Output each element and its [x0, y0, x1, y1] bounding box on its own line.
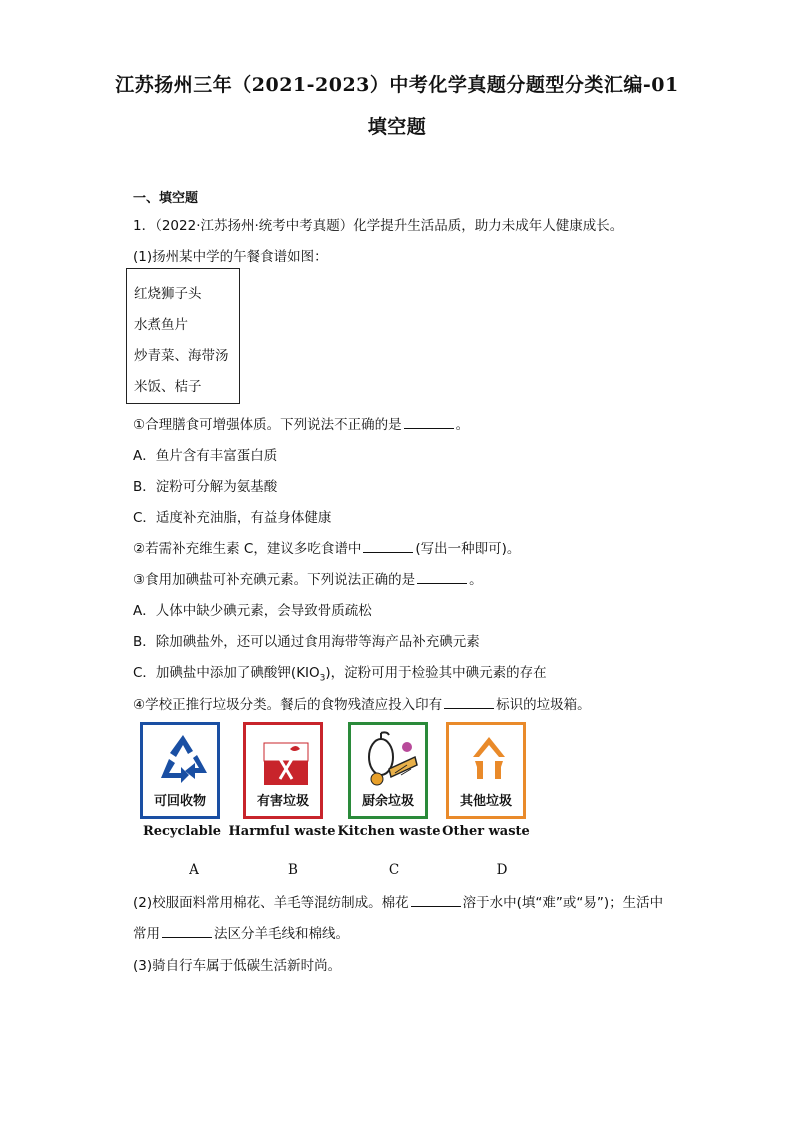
option-letter: A [189, 862, 199, 878]
other-bin [446, 722, 526, 819]
question-1a [133, 413, 469, 433]
bin-caption: Kitchen waste [337, 824, 441, 839]
bin-caption: Other waste [442, 824, 530, 839]
bin-label: 厨余垃圾 [361, 794, 414, 809]
option-a: A．鱼片含有丰富蛋白质 [133, 448, 278, 464]
subscript: 3 [319, 673, 326, 684]
document-title-line2: 填空题 [367, 116, 427, 138]
part2-line2 [133, 922, 349, 942]
bin-label: 有害垃圾 [256, 794, 309, 809]
answer-blank [363, 540, 413, 553]
question-1c-text: ③食用加碘盐可补充碘元素。下列说法正确的是 [133, 572, 416, 588]
menu-item: 水煮鱼片 [134, 317, 188, 333]
option-letter: C [388, 862, 400, 878]
question-1c-end: 。 [469, 572, 483, 588]
option-letter: B [288, 862, 298, 878]
lunch-menu-box [126, 268, 240, 404]
question-1d-text: ④学校正推行垃圾分类。餐后的食物残渣应投入印有 [133, 697, 443, 713]
answer-blank [417, 571, 467, 584]
question-1d-end: 标识的垃圾箱。 [496, 697, 591, 713]
answer-blank [411, 894, 461, 907]
answer-blank [162, 925, 212, 938]
bin-label: 可回收物 [153, 794, 206, 809]
question-1a-end: 。 [455, 417, 470, 433]
question-1c [133, 568, 483, 588]
question-1d [133, 693, 591, 713]
recycle-icon [147, 729, 213, 791]
part2-line1 [133, 891, 663, 911]
question-intro: 1．（2022·江苏扬州·统考中考真题）化学提升生活品质，助力未成年人健康成长。 [133, 218, 624, 234]
part2-text-b: 溶于水中(填“难”或“易”)；生活中 [462, 895, 664, 911]
part2-text-d: 法区分羊毛线和棉线。 [214, 926, 349, 942]
bin-label: 其他垃圾 [459, 794, 512, 809]
option-b: B．除加碘盐外，还可以通过食用海带等海产品补充碘元素 [133, 634, 480, 650]
part2-text-c: 常用 [133, 926, 160, 942]
harmful-bin [243, 722, 323, 819]
kitchen-bin [348, 722, 428, 819]
option-c-post: )，淀粉可用于检验其中碘元素的存在 [325, 665, 547, 681]
section-heading: 一、填空题 [133, 191, 199, 206]
option-c: C．适度补充油脂，有益身体健康 [133, 510, 332, 526]
bin-caption: Harmful waste [228, 824, 336, 839]
bin-caption: Recyclable [142, 824, 222, 839]
harmful-icon [250, 729, 316, 791]
recyclable-bin [140, 722, 220, 819]
question-1b [133, 537, 520, 557]
part3-text: (3)骑自行车属于低碳生活新时尚。 [133, 958, 342, 974]
option-letter: D [496, 862, 508, 878]
option-c [133, 661, 547, 684]
part2-text-a: (2)校服面料常用棉花、羊毛等混纺制成。棉花 [133, 895, 409, 911]
option-a: A．人体中缺少碘元素，会导致骨质疏松 [133, 603, 372, 619]
menu-item: 红烧狮子头 [134, 286, 202, 302]
question-1b-text: ②若需补充维生素 C，建议多吃食谱中 [133, 541, 362, 557]
option-c-pre: C．加碘盐中添加了碘酸钾(KIO [133, 665, 320, 681]
answer-blank [444, 696, 494, 709]
part1-intro: (1)扬州某中学的午餐食谱如图： [133, 249, 328, 265]
menu-item: 炒青菜、海带汤 [134, 348, 229, 364]
menu-item: 米饭、桔子 [134, 379, 202, 395]
question-1a-text: ①合理膳食可增强体质。下列说法不正确的是 [133, 417, 402, 433]
other-waste-icon [453, 729, 519, 791]
document-title-line1: 江苏扬州三年（2021-2023）中考化学真题分题型分类汇编-01 [115, 74, 679, 96]
option-b: B．淀粉可分解为氨基酸 [133, 479, 278, 495]
answer-blank [404, 416, 454, 429]
question-1b-end: (写出一种即可)。 [415, 541, 521, 557]
kitchen-waste-icon [355, 729, 421, 791]
